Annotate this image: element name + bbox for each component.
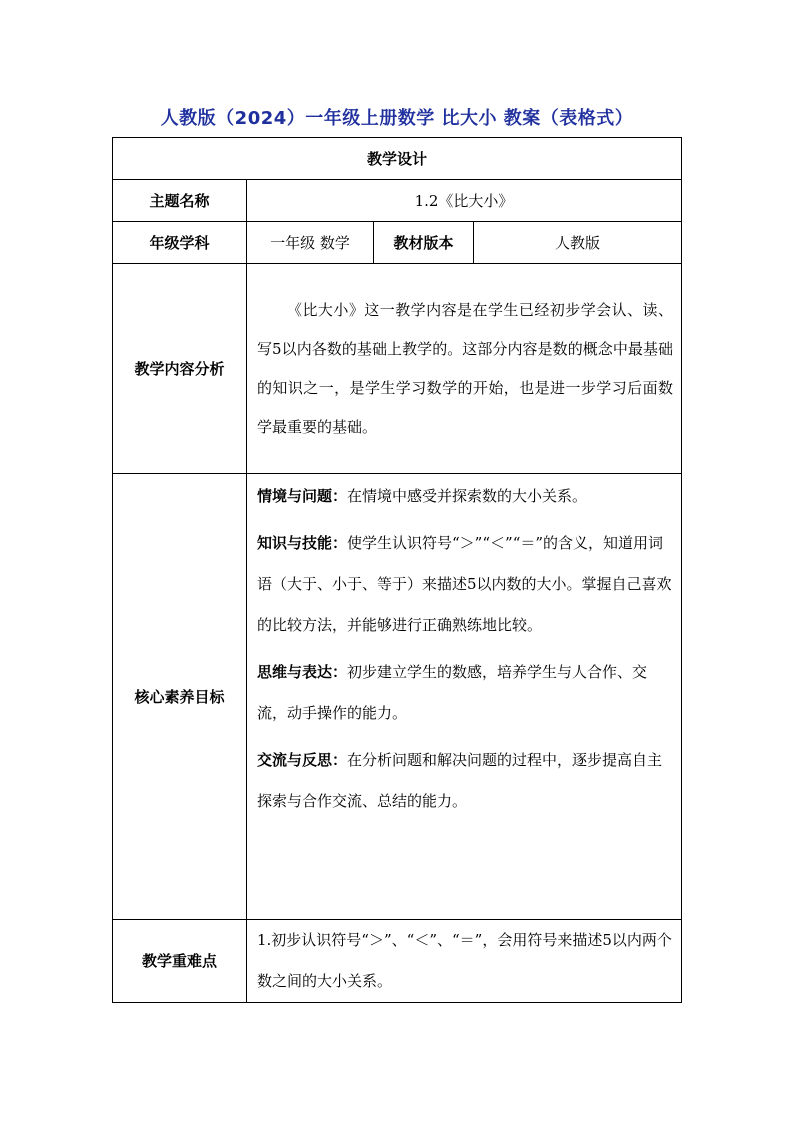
table-header: 教学设计 bbox=[113, 138, 682, 180]
keypoints-text: 1.初步认识符号“＞”、“＜”、“＝”，会用符号来描述5以内两个数之间的大小关系。 bbox=[257, 931, 672, 990]
goal-text: 使学生认识符号“＞”“＜”“＝”的含义，知道用词语（大于、小于、等于）来描述5以内数的大小。掌握自己喜欢的比较方法，并能够进行正确熟练地比较。 bbox=[257, 534, 672, 634]
analysis-text: 《比大小》这一教学内容是在学生已经初步学会认、读、写5以内各数的基础上教学的。这部分内容是数的概念中最基础的知识之一，是学生学习数学的开始，也是进一步学习后面数学最重要的基础。 bbox=[257, 300, 674, 436]
grade-row bbox=[113, 222, 682, 264]
topic-row bbox=[113, 180, 682, 222]
goal-item bbox=[247, 523, 681, 646]
grade-value: 一年级 数学 bbox=[247, 222, 374, 264]
analysis-cell bbox=[247, 264, 682, 474]
goals-label: 核心素养目标 bbox=[113, 474, 247, 920]
goals-row bbox=[113, 474, 682, 920]
analysis-label: 教学内容分析 bbox=[113, 264, 247, 474]
goal-heading: 知识与技能： bbox=[257, 534, 348, 552]
edition-label: 教材版本 bbox=[374, 222, 474, 264]
topic-value: 1.2《比大小》 bbox=[247, 180, 682, 222]
goal-heading: 交流与反思： bbox=[257, 751, 348, 769]
topic-label: 主题名称 bbox=[113, 180, 247, 222]
goal-heading: 情境与问题： bbox=[257, 487, 348, 505]
goal-heading: 思维与表达： bbox=[257, 663, 348, 681]
document-title: 人教版（2024）一年级上册数学 比大小 教案（表格式） bbox=[160, 108, 634, 129]
lesson-plan-table bbox=[112, 137, 682, 1003]
goal-item bbox=[247, 652, 681, 734]
goals-cell bbox=[247, 474, 682, 920]
goal-text: 初步建立学生的数感，培养学生与人合作、交流，动手操作的能力。 bbox=[257, 663, 648, 722]
keypoints-row bbox=[113, 920, 682, 1003]
grade-label: 年级学科 bbox=[113, 222, 247, 264]
goal-text: 在情境中感受并探索数的大小关系。 bbox=[347, 487, 588, 505]
analysis-row bbox=[113, 264, 682, 474]
goal-text: 在分析问题和解决问题的过程中，逐步提高自主探索与合作交流、总结的能力。 bbox=[257, 751, 663, 810]
table-header-row bbox=[113, 138, 682, 180]
edition-value: 人教版 bbox=[474, 222, 682, 264]
keypoints-label: 教学重难点 bbox=[113, 920, 247, 1003]
goal-item bbox=[247, 740, 681, 822]
goal-item bbox=[247, 476, 681, 517]
keypoints-cell bbox=[247, 920, 682, 1003]
